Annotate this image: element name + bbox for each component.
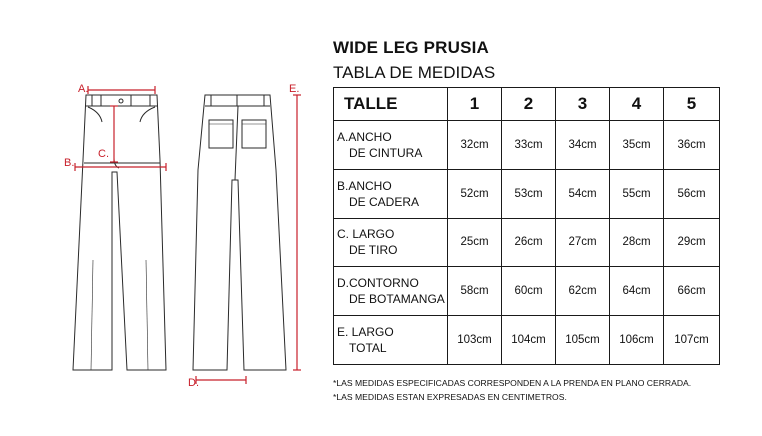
pants-diagram <box>0 0 330 436</box>
product-title: WIDE LEG PRUSIA <box>333 38 490 57</box>
row-label <box>334 169 448 218</box>
label-e: E. <box>289 83 300 95</box>
table-row <box>334 169 720 218</box>
row-label <box>334 316 448 365</box>
measurement-lines <box>75 90 297 380</box>
size-header: 5 <box>664 88 720 121</box>
label-b: B. <box>64 157 75 169</box>
value-cell: 103cm <box>448 316 502 365</box>
value-cell: 32cm <box>448 121 502 170</box>
value-cell: 36cm <box>664 121 720 170</box>
row-label <box>334 218 448 267</box>
size-header: 2 <box>502 88 556 121</box>
size-chart-table <box>333 87 720 365</box>
table-header-row <box>334 88 720 121</box>
row-label-line1: A.ANCHO <box>337 129 392 144</box>
value-cell: 33cm <box>502 121 556 170</box>
label-a: A. <box>78 83 89 95</box>
row-label-line2: DE CADERA <box>349 194 420 209</box>
value-cell: 34cm <box>556 121 610 170</box>
table-row <box>334 316 720 365</box>
value-cell: 64cm <box>610 267 664 316</box>
footnote: *LAS MEDIDAS ESTAN EXPRESADAS EN CENTIMETROS. <box>333 392 567 402</box>
row-label-line2: DE CINTURA <box>349 145 423 160</box>
value-cell: 55cm <box>610 169 664 218</box>
value-cell: 27cm <box>556 218 610 267</box>
label-d: D. <box>188 377 199 389</box>
size-header: 3 <box>556 88 610 121</box>
row-label-line1: B.ANCHO <box>337 178 392 193</box>
value-cell: 54cm <box>556 169 610 218</box>
value-cell: 52cm <box>448 169 502 218</box>
value-cell: 58cm <box>448 267 502 316</box>
value-cell: 56cm <box>664 169 720 218</box>
front-pants-drawing <box>73 95 166 370</box>
value-cell: 60cm <box>502 267 556 316</box>
size-header: 4 <box>610 88 664 121</box>
row-label-line2: DE TIRO <box>349 243 398 258</box>
row-label <box>334 121 448 170</box>
size-header: 1 <box>448 88 502 121</box>
row-label-line1: D.CONTORNO <box>337 276 419 291</box>
value-cell: 66cm <box>664 267 720 316</box>
value-cell: 106cm <box>610 316 664 365</box>
value-cell: 26cm <box>502 218 556 267</box>
row-label-line2: TOTAL <box>349 341 387 356</box>
footnotes <box>333 376 691 404</box>
value-cell: 62cm <box>556 267 610 316</box>
footnote: *LAS MEDIDAS ESPECIFICADAS CORRESPONDEN A LA PRENDA EN PLANO CERRADA. <box>333 378 692 388</box>
value-cell: 104cm <box>502 316 556 365</box>
value-cell: 25cm <box>448 218 502 267</box>
table-row <box>334 121 720 170</box>
back-pants-drawing <box>193 95 286 370</box>
table-subtitle: TABLA DE MEDIDAS <box>333 63 496 82</box>
value-cell: 53cm <box>502 169 556 218</box>
table-row <box>334 218 720 267</box>
value-cell: 105cm <box>556 316 610 365</box>
value-cell: 107cm <box>664 316 720 365</box>
value-cell: 29cm <box>664 218 720 267</box>
talle-header: TALLE <box>334 88 448 121</box>
row-label-line2: DE BOTAMANGA <box>349 292 445 307</box>
row-label <box>334 267 448 316</box>
table-row <box>334 267 720 316</box>
value-cell: 35cm <box>610 121 664 170</box>
row-label-line1: C. LARGO <box>337 227 395 242</box>
label-c: C. <box>98 148 109 160</box>
row-label-line1: E. LARGO <box>337 325 394 340</box>
measurement-ticks <box>75 86 301 384</box>
value-cell: 28cm <box>610 218 664 267</box>
